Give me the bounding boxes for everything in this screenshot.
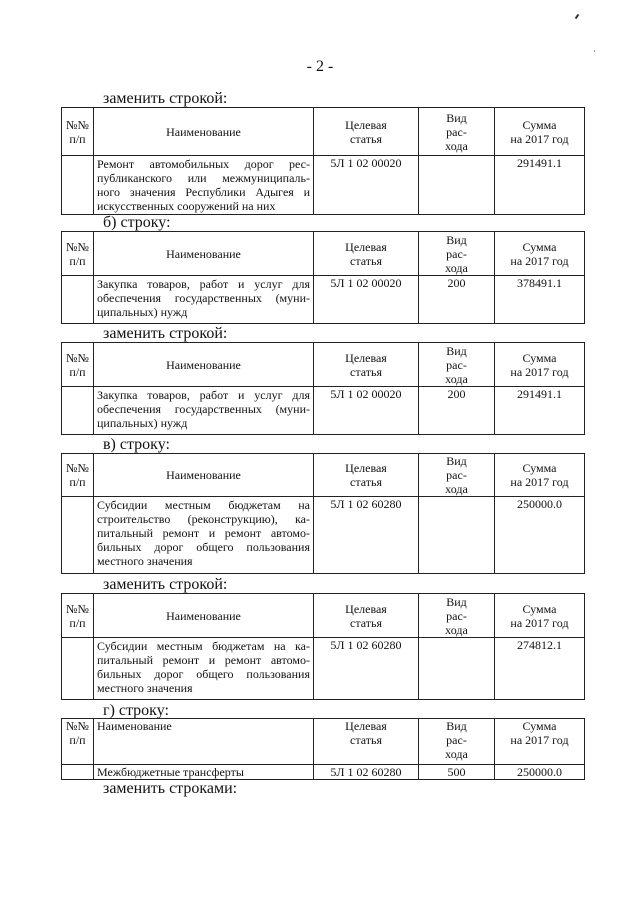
header-vid: Вид рас- хода (419, 108, 495, 156)
header-num: №№ п/п (62, 594, 94, 638)
header-sum: Сумма на 2017 год (495, 594, 585, 638)
row-name: Субсидии местным бюджетам на ка- питальный ремонт и ремонт автомо- бильных дорог общего пользования местного значения (94, 638, 314, 700)
row-name: Закупка товаров, работ и услуг для обеспечения государственных (муни- ципальных) нужд (94, 276, 314, 324)
row-sum: 250000.0 (495, 765, 585, 780)
row-sum: 250000.0 (495, 497, 585, 574)
row-target: 5Л 1 02 60280 (314, 638, 419, 700)
header-vid: Вид рас- хода (419, 719, 495, 765)
row-vid: 200 (419, 387, 495, 435)
scan-mark (575, 14, 580, 19)
header-name: Наименование (94, 719, 314, 765)
budget-table (61, 231, 585, 324)
row-target: 5Л 1 02 00020 (314, 156, 419, 215)
section-heading: заменить строкой: (103, 576, 228, 593)
row-vid (419, 497, 495, 574)
header-target: Целевая статья (314, 594, 419, 638)
row-sum: 274812.1 (495, 638, 585, 700)
header-num: №№ п/п (62, 343, 94, 387)
header-vid: Вид рас- хода (419, 232, 495, 276)
scan-dot (594, 50, 595, 52)
row-target: 5Л 1 02 00020 (314, 387, 419, 435)
header-target: Целевая статья (314, 108, 419, 156)
section-heading: в) строку: (103, 436, 170, 453)
header-vid: Вид рас- хода (419, 594, 495, 638)
budget-table (61, 453, 585, 574)
header-sum: Сумма на 2017 год (495, 232, 585, 276)
row-name: Ремонт автомобильных дорог рес- публиканского или межмуниципаль- ного значения Республики Адыгея и искусственных сооружений на них (94, 156, 314, 215)
row-name: Межбюджетные трансферты (94, 765, 314, 780)
header-name: Наименование (94, 232, 314, 276)
header-name: Наименование (94, 343, 314, 387)
header-name: Наименование (94, 594, 314, 638)
row-sum: 378491.1 (495, 276, 585, 324)
header-target: Целевая статья (314, 719, 419, 765)
header-vid: Вид рас- хода (419, 343, 495, 387)
row-vid: 500 (419, 765, 495, 780)
row-name: Субсидии местным бюджетам на строительство (реконструкцию), ка- питальный ремонт и ремонт автомо- бильных дорог общего пользования местного значения (94, 497, 314, 574)
header-sum: Сумма на 2017 год (495, 108, 585, 156)
row-target: 5Л 1 02 00020 (314, 276, 419, 324)
header-target: Целевая статья (314, 232, 419, 276)
budget-table (61, 342, 585, 435)
row-sum: 291491.1 (495, 156, 585, 215)
section-heading: г) строку: (103, 702, 169, 719)
section-heading: б) строку: (103, 214, 171, 231)
row-vid: 200 (419, 276, 495, 324)
row-name: Закупка товаров, работ и услуг для обеспечения государственных (муни- ципальных) нужд (94, 387, 314, 435)
header-vid: Вид рас- хода (419, 454, 495, 497)
row-target: 5Л 1 02 60280 (314, 765, 419, 780)
row-vid (419, 638, 495, 700)
header-target: Целевая статья (314, 343, 419, 387)
header-name: Наименование (94, 454, 314, 497)
row-vid (419, 156, 495, 215)
footer-heading: заменить строками: (103, 780, 238, 797)
header-sum: Сумма на 2017 год (495, 343, 585, 387)
budget-table (61, 718, 585, 780)
section-heading: заменить строкой: (103, 325, 228, 342)
header-name: Наименование (94, 108, 314, 156)
budget-table (61, 593, 585, 700)
header-sum: Сумма на 2017 год (495, 719, 585, 765)
header-num: №№ п/п (62, 454, 94, 497)
page-number: - 2 - (306, 58, 334, 75)
header-sum: Сумма на 2017 год (495, 454, 585, 497)
header-num: №№ п/п (62, 108, 94, 156)
row-sum: 291491.1 (495, 387, 585, 435)
row-target: 5Л 1 02 60280 (314, 497, 419, 574)
section-heading: заменить строкой: (103, 90, 228, 107)
header-target: Целевая статья (314, 454, 419, 497)
header-num: №№ п/п (62, 719, 94, 765)
budget-table (61, 107, 585, 215)
header-num: №№ п/п (62, 232, 94, 276)
